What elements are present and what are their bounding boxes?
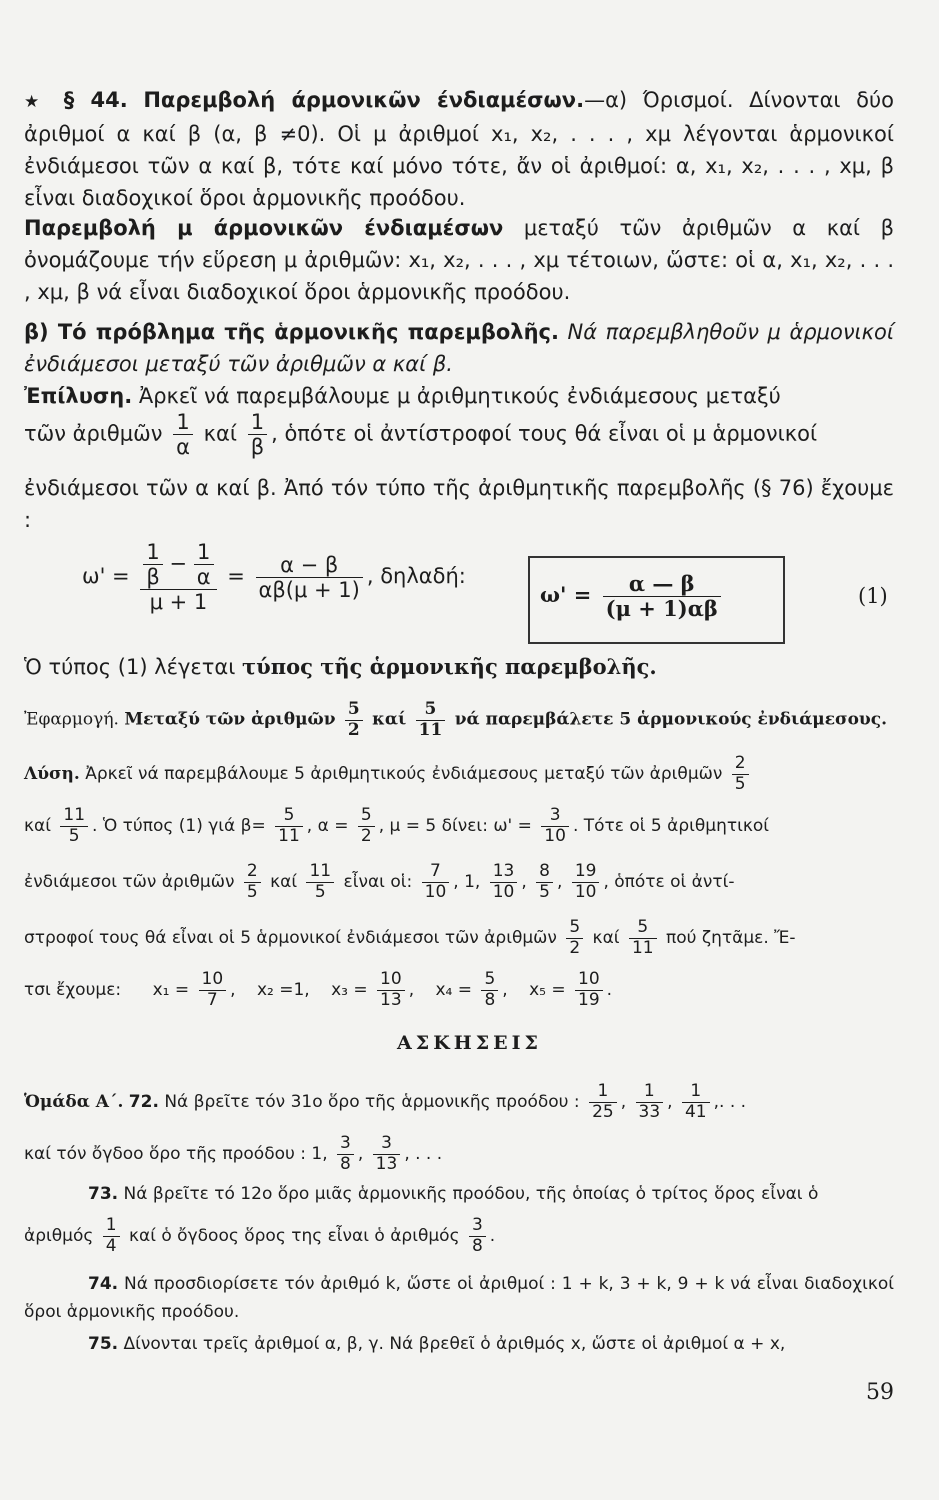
- text: ,: [357, 1144, 364, 1165]
- text: ,: [453, 872, 459, 893]
- text: Δίνονται τρεῖς ἀριθμοί α, β, γ. Νά βρεθεῖ ὁ ἀριθμός x, ὥστε οἱ ἀριθμοί α + x,: [123, 1334, 786, 1354]
- solution-line-2: [24, 410, 817, 459]
- text: ἐνδιάμεσοι τῶν ἀριθμῶν: [24, 872, 235, 893]
- text: Νά βρεῖτε τόν 31ο ὅρο τῆς ἁρμονικῆς προόδου :: [164, 1092, 580, 1113]
- solution-text: Ἀρκεῖ νά παρεμβάλουμε μ ἀριθμητικούς ἐνδιάμεσους μεταξύ: [132, 384, 781, 408]
- fraction-1-over-alpha: [173, 410, 193, 459]
- num: 5: [629, 918, 657, 939]
- den: 41: [684, 1101, 707, 1122]
- den: 11: [631, 937, 654, 958]
- exercise-number: 74.: [88, 1274, 119, 1294]
- frac-5-2: [345, 700, 363, 740]
- text: καί: [24, 816, 51, 837]
- frac-3-10: [541, 806, 569, 846]
- den: 5: [539, 881, 550, 902]
- num: 2: [732, 754, 749, 775]
- simplified-fraction: [256, 553, 363, 602]
- boxed-formula: [528, 556, 785, 644]
- text: ,: [667, 1092, 673, 1113]
- exercise-75: [88, 1334, 785, 1354]
- frac-11-5: [60, 806, 88, 846]
- text: καί: [592, 928, 620, 949]
- den: 8: [484, 989, 496, 1010]
- exercise-74: [24, 1270, 894, 1326]
- num: 1: [682, 1082, 710, 1103]
- x1-label: x₁ =: [152, 980, 190, 1001]
- num: 3: [541, 806, 569, 827]
- den: 19: [578, 989, 600, 1010]
- text: . Ὁ τύπος (1) γιά β=: [92, 816, 266, 837]
- application-label: Ἐφαρμογή.: [24, 709, 119, 730]
- sol-line-2: [24, 806, 769, 846]
- den: 10: [424, 881, 447, 902]
- sol-line-1: [24, 754, 753, 794]
- den: 33: [638, 1101, 661, 1122]
- interpolation-term: Παρεμβολή μ άρμονικῶν ένδιαμέσων: [24, 216, 504, 240]
- text: , δηλαδή:: [366, 564, 466, 589]
- frac-5-8: [481, 970, 498, 1010]
- den: 10: [574, 881, 597, 902]
- frac-1-41: [682, 1082, 710, 1122]
- sub-heading-a: —α) Όρισμοί.: [584, 88, 734, 112]
- exercise-number: 75.: [88, 1334, 119, 1354]
- frac-5-2: [566, 918, 583, 958]
- frac-10-7: [199, 970, 227, 1010]
- equation-number: (1): [858, 584, 888, 608]
- den: 11: [278, 825, 300, 846]
- den: β: [146, 565, 160, 590]
- den: 5: [246, 881, 258, 902]
- frac-1-beta: [143, 540, 162, 589]
- num: 3: [337, 1134, 354, 1155]
- formula-derivation: [82, 540, 466, 614]
- equals: =: [227, 564, 245, 589]
- omega-label: ω' =: [540, 582, 592, 608]
- num: 8: [536, 862, 553, 883]
- den: αβ(μ + 1): [258, 577, 360, 602]
- section-number: § 44.: [63, 88, 128, 112]
- frac-1-33: [636, 1082, 664, 1122]
- section-title: Παρεμβολή άρμονικῶν ένδιαμέσων.: [143, 88, 585, 112]
- solution-label: Ἐπίλυση.: [24, 384, 133, 408]
- num: 1: [589, 1082, 617, 1103]
- x4-label: x₄ =: [435, 980, 473, 1001]
- solution-line-3: ἐνδιάμεσοι τῶν α καί β. Ἀπό τόν τύπο τῆς ἀριθμητικῆς παρεμβολῆς (§ 76) ἔχουμε :: [24, 476, 894, 532]
- exercise-number: 72.: [128, 1092, 159, 1113]
- text: Μεταξύ τῶν ἀριθμῶν: [124, 709, 336, 730]
- den: 2: [569, 937, 581, 958]
- den: 10: [492, 881, 515, 902]
- frac-8-5: [536, 862, 553, 902]
- application-line: [24, 700, 887, 740]
- sol-line-4: [24, 918, 796, 958]
- num: 19: [572, 862, 600, 883]
- frac-10-19: [575, 970, 603, 1010]
- text: καί: [203, 421, 237, 446]
- sol-line-3: [24, 862, 735, 902]
- text: ,: [230, 980, 236, 1001]
- text: Νά προσδιορίσετε τόν ἀριθμό k, ὥστε οἱ ἀριθμοί : 1 + k, 3 + k, 9 + k νά εἶναι διαδοχικοί ὅροι ἁρμονικῆς προόδου.: [24, 1274, 894, 1322]
- den: 5: [314, 881, 326, 902]
- exercises-heading: ΑΣΚΗΣΕΙΣ: [397, 1032, 542, 1054]
- text: 1,: [464, 872, 481, 893]
- boxed-fraction: [603, 572, 721, 621]
- compound-numerator: [140, 540, 216, 590]
- frac-11-5: [306, 862, 334, 902]
- den: 10: [544, 825, 566, 846]
- text: .: [606, 980, 613, 1001]
- text: ,: [502, 980, 508, 1001]
- text: .: [489, 1226, 496, 1247]
- den: 2: [347, 719, 360, 740]
- text: στροφοί τους θά εἶναι οἱ 5 ἁρμονικοί ἐνδιάμεσοι τῶν ἀριθμῶν: [24, 928, 557, 949]
- exercise-73-line-1: [88, 1184, 818, 1204]
- frac-5-11: [275, 806, 303, 846]
- frac-13-10: [490, 862, 518, 902]
- x3-label: x₃ =: [331, 980, 368, 1001]
- exercise-72-line-1: [24, 1082, 746, 1122]
- den: 5: [734, 773, 746, 794]
- den: 13: [375, 1153, 398, 1174]
- x5-label: x₅ =: [529, 980, 566, 1001]
- num: 2: [244, 862, 261, 883]
- frac-1-alpha: [194, 540, 214, 589]
- sol-label: Λύση.: [24, 764, 80, 785]
- den: 11: [418, 719, 443, 740]
- interpolation-text: μεταξύ τῶν ἀριθμῶν α καί β ὀνομάζουμε τήν εὕρεση μ ἀριθμῶν: x₁, x₂, . . . , xμ τέτοιων, ὥστε: οἱ α, x₁, x₂, . . . , xμ, β νά εἶναι διαδοχικοί ὅροι ἁρμονικῆς προόδου.: [24, 216, 894, 304]
- num: 5: [416, 700, 446, 721]
- num: 5: [275, 806, 303, 827]
- den: 13: [380, 989, 402, 1010]
- exercise-72-line-2: [24, 1134, 442, 1174]
- num: 5: [566, 918, 583, 939]
- text: ἀριθμός: [24, 1226, 94, 1247]
- text: Ἀρκεῖ νά παρεμβάλουμε 5 ἀριθμητικούς ἐνδιάμεσους μεταξύ τῶν ἀριθμῶν: [85, 764, 723, 785]
- frac-19-10: [572, 862, 600, 902]
- num: 1: [103, 1216, 120, 1237]
- frac-5-11: [416, 700, 446, 740]
- definition-paragraph: [24, 84, 894, 214]
- exercise-73-line-2: [24, 1216, 495, 1256]
- num: 13: [490, 862, 518, 883]
- text: Ὁ τύπος (1) λέγεται: [24, 655, 236, 679]
- definition-text: Δίνονται δύο ἀριθμοί α καί β (α, β ≠0). Οἱ μ ἀριθμοί x₁, x₂, . . . , xμ λέγονται ἁρμονικοί ἐνδιάμεσοι τῶν α καί β, τότε καί μόνο τότε, ἄν οἱ ἀριθμοί: α, x₁, x₂, . . . , xμ, β εἶναι διαδοχικοί ὅροι ἁρμονικῆς προόδου.: [24, 88, 894, 210]
- num: α − β: [256, 553, 363, 578]
- text: ,. . .: [713, 1092, 747, 1113]
- solution-paragraph: [24, 380, 894, 412]
- frac-3-13: [373, 1134, 401, 1174]
- den: β: [250, 435, 265, 460]
- den: 7: [206, 989, 218, 1010]
- text: νά παρεμβάλετε 5 ἁρμονικούς ἐνδιάμεσους.: [454, 709, 887, 730]
- text: , ὁπότε οἱ ἀντί-: [603, 872, 735, 893]
- group-label: Ὁμάδα Α΄.: [24, 1092, 124, 1113]
- text: Νά βρεῖτε τό 12ο ὅρο μιᾶς ἁρμονικῆς προόδου, τῆς ὁποίας ὁ τρίτος ὅρος εἶναι ὁ: [123, 1184, 819, 1204]
- star-marker: ★: [24, 92, 49, 112]
- num: 11: [306, 862, 334, 883]
- frac-7-10: [422, 862, 450, 902]
- frac-3-8: [469, 1216, 486, 1256]
- text: ,: [521, 872, 527, 893]
- frac-5-2: [358, 806, 375, 846]
- text: πού ζητᾶμε. Ἔ-: [665, 928, 796, 949]
- num: 1: [248, 410, 267, 435]
- den: α: [196, 565, 211, 590]
- den: 8: [471, 1235, 483, 1256]
- frac-2-5: [732, 754, 749, 794]
- frac-10-13: [377, 970, 405, 1010]
- text: ,: [557, 872, 563, 893]
- text: καί: [270, 872, 298, 893]
- text: καί ὁ ὄγδοος ὅρος της εἶναι ὁ ἀριθμός: [129, 1226, 460, 1247]
- den: 8: [340, 1153, 351, 1174]
- formula-name: τύπος τῆς ἁρμονικῆς παρεμβολῆς.: [242, 654, 657, 679]
- den: (μ + 1)αβ: [605, 596, 718, 622]
- x2-value: x₂ =1,: [256, 980, 310, 1001]
- frac-1-4: [103, 1216, 120, 1256]
- num: 10: [199, 970, 227, 991]
- omega-label: ω' =: [82, 564, 130, 589]
- text: τσι ἔχουμε:: [24, 980, 122, 1001]
- den: α: [176, 435, 190, 460]
- sol-line-5: [24, 970, 612, 1010]
- problem-title: β) Τό πρόβλημα τῆς ἁρμονικῆς παρεμβολῆς.: [24, 320, 559, 344]
- interpolation-paragraph: [24, 212, 894, 308]
- exercise-number: 73.: [88, 1184, 119, 1204]
- text: , μ = 5 δίνει: ω' =: [378, 816, 532, 837]
- boxed-content: [540, 572, 725, 621]
- text: 1,: [311, 1144, 328, 1165]
- text: ,: [408, 980, 415, 1001]
- frac-5-11: [629, 918, 657, 958]
- page-number: 59: [866, 1380, 894, 1405]
- text: καί: [372, 709, 407, 730]
- den: 4: [105, 1235, 117, 1256]
- num: 1: [636, 1082, 664, 1103]
- frac-2-5: [244, 862, 261, 902]
- problem-text: Νά παρεμβληθοῦν μ ἁρμονικοί ἐνδιάμεσοι μεταξύ τῶν ἀριθμῶν α καί β.: [24, 320, 894, 376]
- num: 5: [345, 700, 363, 721]
- text: , . . .: [404, 1144, 443, 1165]
- frac-1-25: [589, 1082, 617, 1122]
- text: , α =: [306, 816, 349, 837]
- fraction-1-over-beta: [248, 410, 267, 459]
- text: καί τόν ὄγδοο ὅρο τῆς προόδου :: [24, 1144, 306, 1165]
- num: 3: [373, 1134, 401, 1155]
- text: . Τότε οἱ 5 ἀριθμητικοί: [572, 816, 770, 837]
- text: ,: [620, 1092, 627, 1113]
- num: 3: [469, 1216, 486, 1237]
- den: 25: [592, 1101, 614, 1122]
- text: , ὁπότε οἱ ἀντίστροφοί τους θά εἶναι οἱ μ ἁρμονικοί: [271, 421, 818, 446]
- num: 10: [377, 970, 405, 991]
- num: 11: [60, 806, 88, 827]
- num: 1: [173, 410, 193, 435]
- den: 5: [68, 825, 80, 846]
- num: 7: [422, 862, 450, 883]
- text: εἶναι οἱ:: [343, 872, 413, 893]
- compound-fraction: [140, 540, 216, 614]
- num: 1: [143, 540, 162, 565]
- num: 5: [481, 970, 498, 991]
- num: 5: [358, 806, 375, 827]
- num: 10: [575, 970, 603, 991]
- num: α — β: [603, 572, 721, 597]
- compound-denominator: μ + 1: [149, 590, 208, 615]
- den: 2: [360, 825, 372, 846]
- text: τῶν ἀριθμῶν: [24, 421, 163, 446]
- minus: −: [169, 551, 188, 576]
- frac-3-8: [337, 1134, 354, 1174]
- num: 1: [194, 540, 214, 565]
- problem-paragraph: [24, 316, 894, 380]
- formula-name-line: [24, 654, 657, 679]
